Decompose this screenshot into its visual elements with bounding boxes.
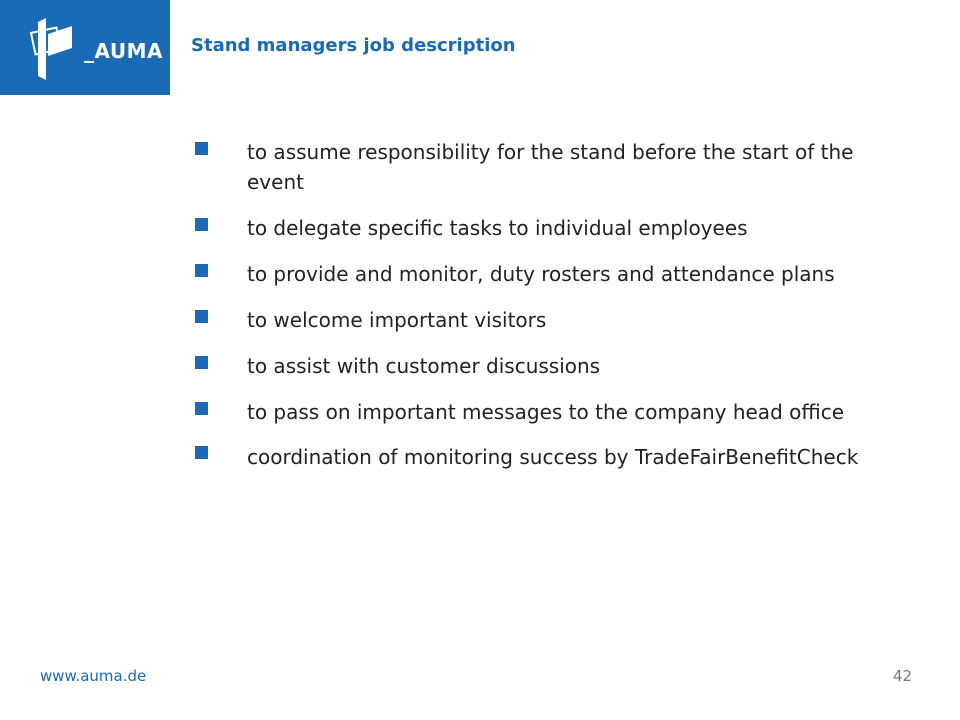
list-item	[190, 351, 915, 381]
list-item	[190, 259, 915, 289]
list-item-text: coordination of monitoring success by TradeFairBenefitCheck	[247, 445, 859, 469]
auma-logo	[0, 0, 170, 95]
square-bullet-icon	[195, 310, 208, 323]
square-bullet-icon	[195, 446, 208, 459]
list-item-text: to assist with customer discussions	[247, 354, 601, 378]
logo-wordmark: _AUMA	[84, 39, 163, 63]
list-item-text: to assume responsibility for the stand before the start of the event	[247, 140, 854, 194]
square-bullet-icon	[195, 264, 208, 277]
square-bullet-icon	[195, 402, 208, 415]
list-item	[190, 137, 915, 197]
list-item	[190, 437, 915, 477]
list-item-text: to welcome important visitors	[247, 308, 547, 332]
bullet-list	[190, 137, 915, 493]
page-number: 42	[893, 667, 913, 685]
list-item	[190, 397, 915, 427]
footer-website-link[interactable]: www.auma.de	[40, 667, 147, 685]
list-item-text: to provide and monitor, duty rosters and attendance plans	[247, 262, 835, 286]
square-bullet-icon	[195, 218, 208, 231]
square-bullet-icon	[195, 356, 208, 369]
list-item-text: to pass on important messages to the company head office	[247, 400, 844, 424]
auma-logo-icon	[0, 0, 90, 95]
square-bullet-icon	[195, 142, 208, 155]
list-item	[190, 305, 915, 335]
list-item	[190, 213, 915, 243]
list-item-text: to delegate specific tasks to individual employees	[247, 216, 748, 240]
page-title: Stand managers job description	[191, 35, 516, 56]
